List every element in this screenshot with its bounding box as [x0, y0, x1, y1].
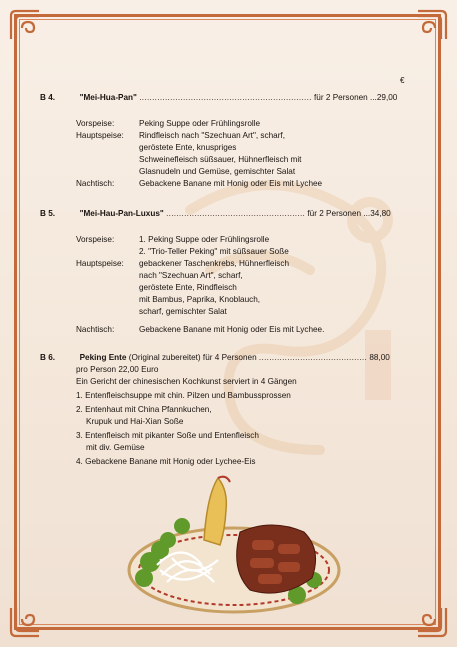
b5-header — [40, 208, 391, 220]
hauptspeise-line: Glasnudeln und Gemüse, gemischter Salat — [139, 167, 296, 176]
hauptspeise-line: geröstete Ente, Rindfleisch — [139, 283, 237, 292]
dish-name: "Mei-Hua-Pan" — [79, 93, 137, 102]
nachtisch-label: Nachtisch: — [76, 179, 115, 188]
hauptspeise-line: gebackener Taschenkrebs, Hühnerfleisch — [139, 259, 290, 268]
nachtisch-text: Gebackene Banane mit Honig oder Eis mit Lychee. — [139, 325, 325, 334]
dish-price: 88,00 — [369, 353, 390, 362]
item-code: B 6. — [40, 353, 56, 362]
hauptspeise-label: Hauptspeise: — [76, 131, 124, 140]
course-line: mit div. Gemüse — [86, 443, 145, 452]
hauptspeise-line: Schweinefleisch süßsauer, Hühnerfleisch mit — [139, 155, 302, 164]
corner-ornament-icon — [8, 8, 42, 42]
hauptspeise-line: mit Bambus, Paprika, Knoblauch, — [139, 295, 261, 304]
b4-header — [40, 92, 397, 104]
hauptspeise-line: scharf, gemischter Salat — [139, 307, 227, 316]
nachtisch-label: Nachtisch: — [76, 325, 115, 334]
peking-duck-photo — [122, 470, 342, 620]
vorspeise-line: 2. "Trio-Teller Peking" mit süßsauer Soße — [139, 247, 289, 256]
corner-ornament-icon — [8, 605, 42, 639]
dish-name: "Mei-Hau-Pan-Luxus" — [79, 209, 164, 218]
nachtisch-text: Gebackene Banane mit Honig oder Eis mit Lychee — [139, 179, 323, 188]
course-line: 3. Entenfleisch mit pikanter Soße und Entenfleisch — [76, 431, 259, 440]
course-line: Krupuk und Hai-Xian Soße — [86, 417, 184, 426]
dot-leader: ................................................................... — [139, 93, 312, 102]
hauptspeise-line: geröstete Ente, knuspriges — [139, 143, 237, 152]
vorspeise-label: Vorspeise: — [76, 119, 115, 128]
dot-leader: ...................................................... — [166, 209, 306, 218]
dish-subtitle: (Original zubereitet) für 4 Personen — [128, 353, 257, 362]
serving-price: für 2 Personen ...34,80 — [307, 209, 391, 218]
vorspeise-label: Vorspeise: — [76, 235, 115, 244]
corner-ornament-icon — [415, 8, 449, 42]
course-line: 1. Entenfleischsuppe mit chin. Pilzen und Bambussprossen — [76, 391, 291, 400]
dot-leader: .......................................... — [258, 353, 368, 362]
course-intro: Ein Gericht der chinesischen Kochkunst serviert in 4 Gängen — [76, 377, 297, 386]
hauptspeise-label: Hauptspeise: — [76, 259, 124, 268]
item-code: B 4. — [40, 93, 56, 102]
course-line: 2. Entenhaut mit China Pfannkuchen, — [76, 405, 212, 414]
corner-ornament-icon — [415, 605, 449, 639]
vorspeise-text: Peking Suppe oder Frühlingsrolle — [139, 119, 261, 128]
currency-symbol: € — [400, 76, 405, 85]
hauptspeise-line: nach "Szechuan Art", scharf, — [139, 271, 243, 280]
hauptspeise-line: Rindfleisch nach "Szechuan Art", scharf, — [139, 131, 285, 140]
item-code: B 5. — [40, 209, 56, 218]
per-person-price: pro Person 22,00 Euro — [76, 365, 159, 374]
dish-name: Peking Ente — [79, 353, 127, 362]
course-line: 4. Gebackene Banane mit Honig oder Lychee-Eis — [76, 457, 256, 466]
b6-header — [40, 352, 390, 364]
serving-price: für 2 Personen ...29,00 — [314, 93, 398, 102]
vorspeise-line: 1. Peking Suppe oder Frühlingsrolle — [139, 235, 270, 244]
